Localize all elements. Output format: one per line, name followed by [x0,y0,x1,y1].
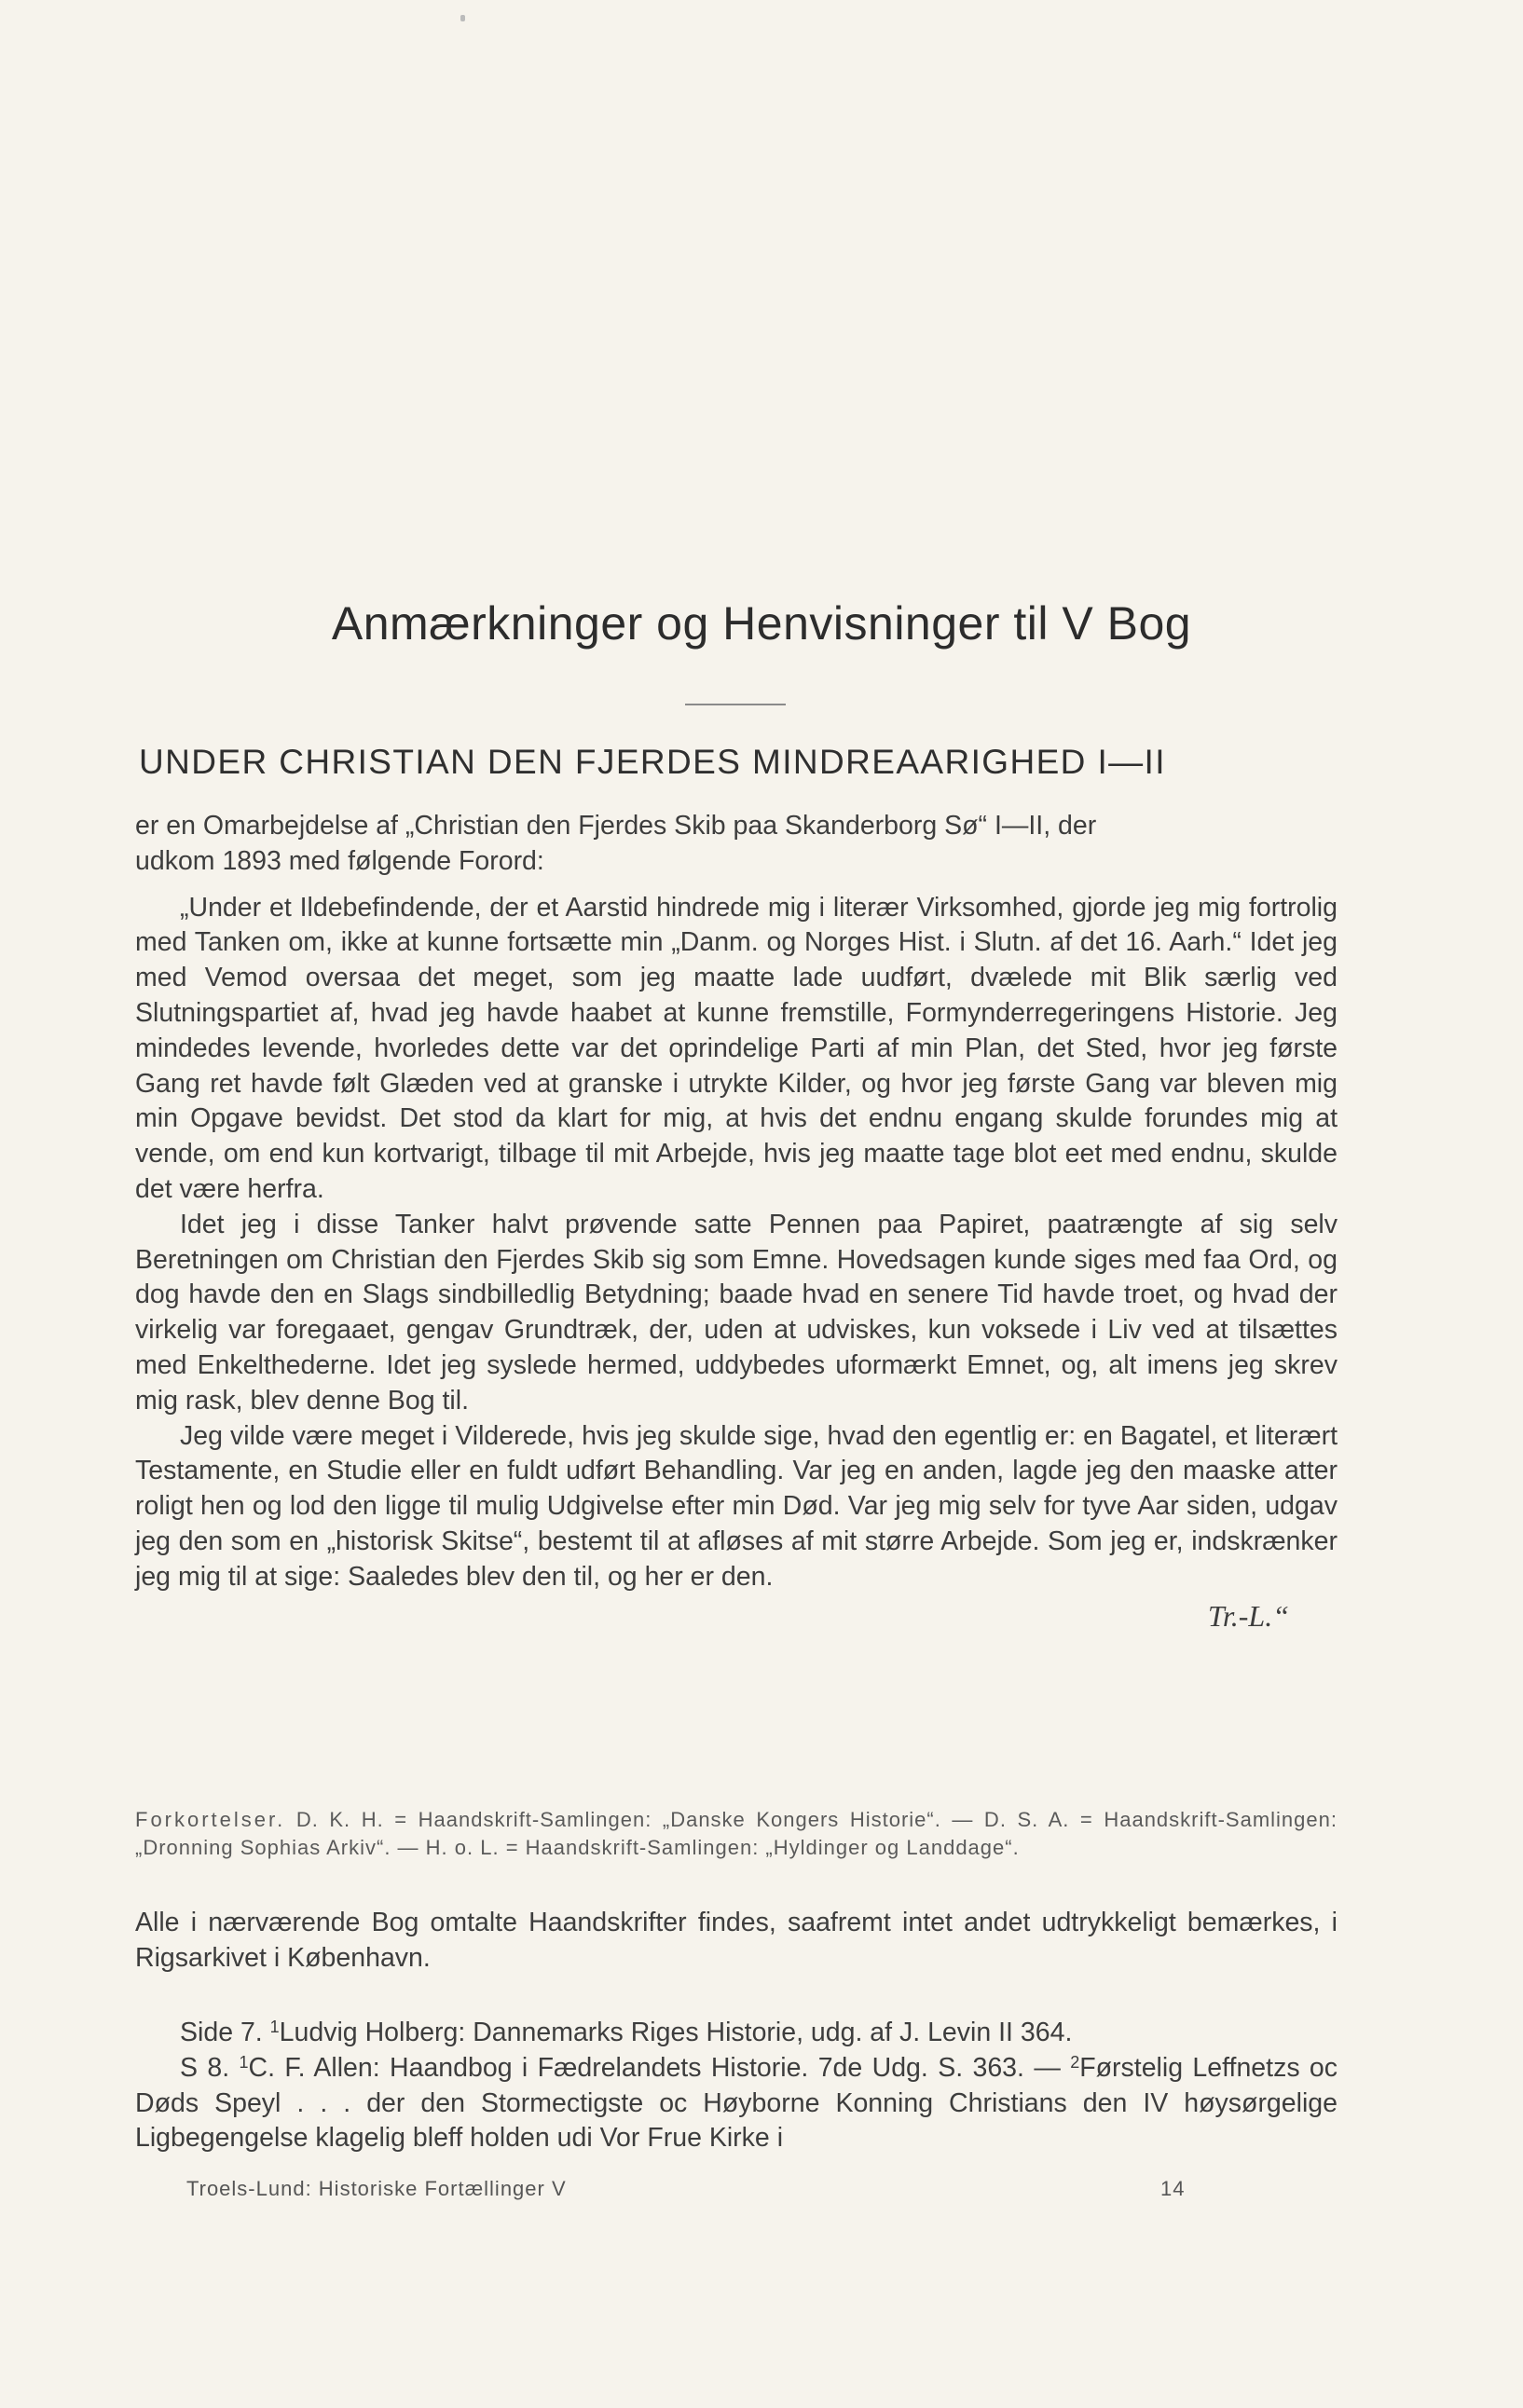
footnote-marker: 1 [269,2018,280,2036]
reference-prefix: S 8. [180,2052,230,2083]
footnote-marker: 2 [1070,2052,1080,2072]
abbreviations-note [135,1806,1338,1862]
reference-item [135,2016,1338,2051]
print-mark [460,15,465,21]
reference-text: Ludvig Holberg: Dannemarks Riges Historie, udg. af J. Levin II 364. [279,2018,1073,2047]
page-footer [186,2177,1212,2201]
foreword-paragraph: Idet jeg i disse Tanker halvt prøvende satte Pennen paa Papiret, paatrængte af sig selv Beretningen om Christian den Fjerdes Skib sig som Emne. Hovedsagen kunde siges med faa Ord, og dog havde den en Slags sindbilledlig Betydning; baade hvad en senere Tid havde troet, og hvad der virkelig var foregaaet, gengav Grundtræk, der, uden at udviskes, kun voksede i Liv ved at tilsættes med Enkelthederne. Idet jeg syslede hermed, uddybedes uformærkt Emnet, og, alt imens jeg skrev mig rask, blev denne Bog til. [135,1209,1338,1416]
intro-line-1: er en Omarbejdelse af „Christian den Fjerdes Skib paa Skanderborg Sø“ I—II, der [135,811,1097,841]
footnote-marker: 1 [239,2052,249,2072]
foreword-paragraph: „Under et Ildebefindende, der et Aarstid hindrede mig i literær Virksomhed, gjorde jeg mig fortrolig med Tanken om, ikke at kunne fortsætte min „Danm. og Norges Hist. i Slutn. af det 16. Aarh.“ Idet jeg med Vemod oversaa det meget, som jeg maatte lade uudført, dvælede mit Blik særlig ved Slutningspartiet af, hvad jeg havde haabet at kunne fremstille, Formynderregeringens Historie. Jeg mindedes levende, hvorledes dette var det oprindelige Parti af min Plan, det Sted, hvor jeg første Gang ret havde følt Glæden ved at granske i utrykte Kilder, og hvor jeg første Gang var bleven mig min Opgave bevidst. Det stod da klart for mig, at hvis det endnu engang skulde forundes mig at vende, om end kun kortvarigt, tilbage til mit Arbejde, hvis jeg maatte tage blot eet med endnu, skulde det være herfra. [135,892,1338,1204]
archive-note: Alle i nærværende Bog omtalte Haandskrifter findes, saafremt intet andet udtrykkeligt bemærkes, i Rigsarkivet i København. [135,1908,1338,1973]
reference-text: Førstelig Leffnetzs oc Døds Speyl . . . der den Stormectigste oc Høyborne Konning Christians den IV høysørgelige Ligbegengelse klagelig bleff holden udi Vor Frue Kirke i [135,2052,1338,2154]
page-title: Anmærkninger og Henvisninger til V Bog [331,597,1192,650]
page-number: 14 [1160,2177,1186,2200]
body-text [135,809,1338,1634]
section-heading: UNDER CHRISTIAN DEN FJERDES MINDREAARIGHED I—II [139,743,1166,781]
title-divider [685,704,786,705]
intro-line-2: udkom 1893 med følgende Forord: [135,845,544,876]
reference-text: C. F. Allen: Haandbog i Fædrelandets Historie. 7de Udg. S. 363. — [248,2052,1061,2083]
foreword-paragraph: Jeg vilde være meget i Vilderede, hvis jeg skulde sige, hvad den egentlig er: en Bagatel, et literært Testamente, en Studie eller en fuldt udført Behandling. Var jeg en anden, lagde jeg den maaske atter roligt hen og lod den ligge til mulig Udgivelse efter min Død. Var jeg mig selv for tyve Aar siden, udgav jeg den som en „historisk Skitse“, bestemt til at afløses af mit større Arbejde. Som jeg er, indskrænker jeg mig til at sige: Saaledes blev den til, og her er den. [135,1420,1338,1592]
running-title: Troels-Lund: Historiske Fortællinger V [186,2177,567,2200]
abbreviations-text: D. K. H. = Haandskrift-Samlingen: „Danske Kongers Historie“. — D. S. A. = Haandskrift-Samlingen: „Dronning Sophias Arkiv“. — H. o. L. = Haandskrift-Samlingen: „Hyldinger og Landdage“. [135,1808,1338,1859]
signature: Tr.-L.“ [1207,1598,1289,1633]
reference-item [135,2051,1338,2156]
reference-prefix: Side 7. [180,2018,263,2047]
references [135,2016,1338,2156]
abbreviations-label: Forkortelser. [135,1808,286,1831]
